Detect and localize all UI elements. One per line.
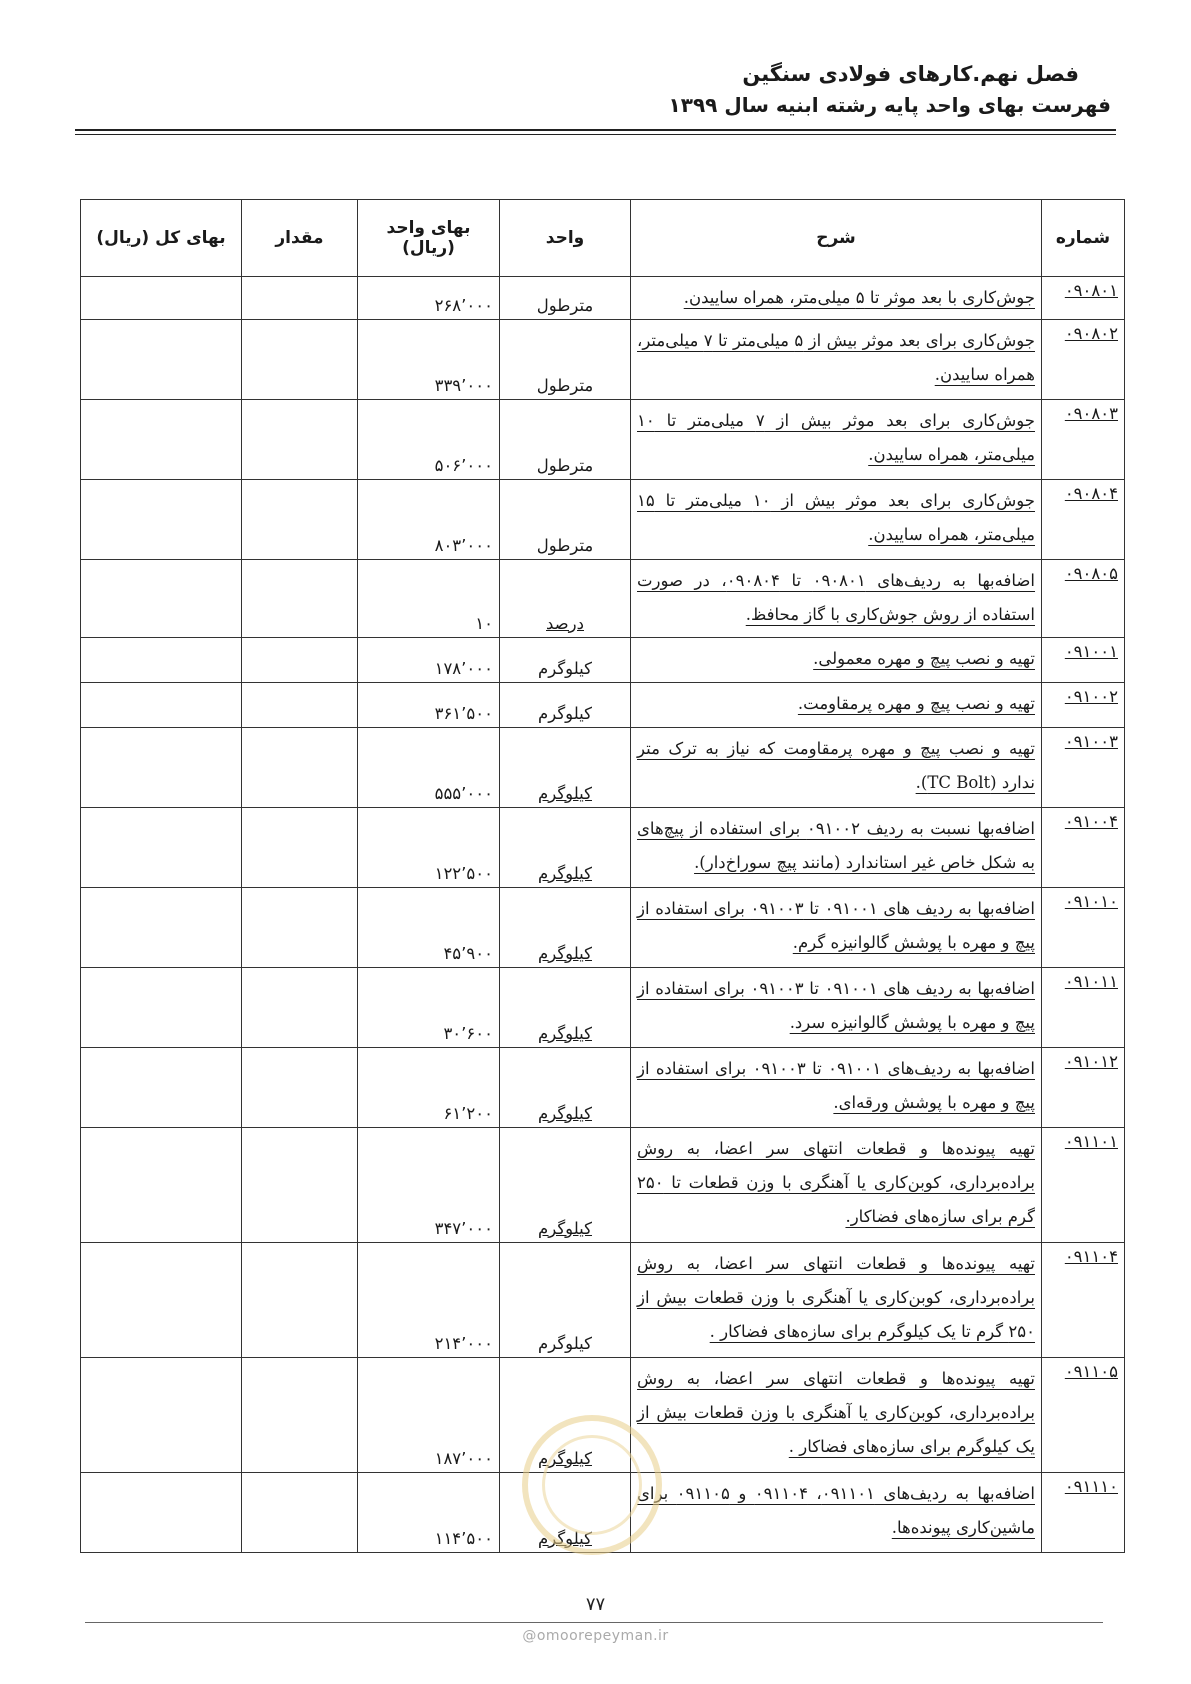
table-header-row [81,200,1125,277]
row-unit: کیلوگرم [500,1243,631,1358]
row-unit-price: ۱۱۴٬۵۰۰ [358,1473,500,1553]
row-unit: کیلوگرم [500,1128,631,1243]
row-quantity [242,1473,358,1553]
table-row [81,888,1125,968]
row-description: جوش‌کاری برای بعد موثر بیش از ۱۰ میلی‌متر تا ۱۵ میلی‌متر، همراه ساییدن. [631,480,1042,560]
header-rule-thin [75,134,1116,135]
table-row [81,480,1125,560]
row-unit-price: ۱۷۸٬۰۰۰ [358,638,500,683]
table-row [81,638,1125,683]
row-unit-price: ۳۶۱٬۵۰۰ [358,683,500,728]
row-total [81,968,242,1048]
row-unit-price: ۱۰ [358,560,500,638]
row-description: تهیه پیونده‌ها و قطعات انتهای سر اعضا، به روش براده‌برداری، کوبن‌کاری یا آهنگری با وزن قطعات بیش از یک کیلوگرم برای سازه‌های فضاکار . [631,1358,1042,1473]
table-row [81,808,1125,888]
row-unit: درصد [500,560,631,638]
chapter-title: فصل نهم.کارهای فولادی سنگین [742,62,1079,86]
row-quantity [242,560,358,638]
header-quantity: مقدار [242,200,358,277]
row-number: ۰۹۱۱۰۵ [1042,1358,1125,1473]
row-total [81,400,242,480]
row-number: ۰۹۱۰۰۳ [1042,728,1125,808]
row-total [81,1048,242,1128]
watermark-seal-icon [522,1415,662,1555]
row-total [81,1473,242,1553]
table-row [81,1048,1125,1128]
row-number: ۰۹۱۰۱۱ [1042,968,1125,1048]
row-number: ۰۹۰۸۰۳ [1042,400,1125,480]
row-quantity [242,1358,358,1473]
table-row [81,968,1125,1048]
row-number: ۰۹۱۱۱۰ [1042,1473,1125,1553]
row-unit: مترطول [500,480,631,560]
row-quantity [242,638,358,683]
row-quantity [242,888,358,968]
row-number: ۰۹۱۱۰۴ [1042,1243,1125,1358]
row-description: اضافه‌بها به ردیف های ۰۹۱۰۰۱ تا ۰۹۱۰۰۳ برای استفاده از پیچ و مهره با پوشش گالوانیزه گرم. [631,888,1042,968]
row-unit-price: ۱۲۲٬۵۰۰ [358,808,500,888]
header-number: شماره [1042,200,1125,277]
price-list-title: فهرست بهای واحد پایه رشته ابنیه سال ۱۳۹۹ [668,93,1111,117]
row-unit-price: ۵۰۶٬۰۰۰ [358,400,500,480]
header-unit-price [358,200,500,277]
row-total [81,1243,242,1358]
row-unit: کیلوگرم [500,638,631,683]
header-rule-thick [75,129,1116,131]
row-unit-price: ۴۵٬۹۰۰ [358,888,500,968]
row-quantity [242,808,358,888]
site-watermark: @omoorepeyman.ir [522,1628,669,1644]
row-unit-price: ۳۴۷٬۰۰۰ [358,1128,500,1243]
table-row [81,560,1125,638]
row-description: اضافه‌بها به ردیف های ۰۹۱۰۰۱ تا ۰۹۱۰۰۳ برای استفاده از پیچ و مهره با پوشش گالوانیزه سرد. [631,968,1042,1048]
row-quantity [242,1243,358,1358]
table-row [81,320,1125,400]
row-unit: کیلوگرم [500,728,631,808]
page-header [669,58,1111,120]
row-total [81,277,242,320]
row-total [81,638,242,683]
header-total: بهای کل (ریال) [81,200,242,277]
header-description: شرح [631,200,1042,277]
row-quantity [242,1128,358,1243]
row-unit: کیلوگرم [500,1473,631,1553]
row-total [81,1358,242,1473]
row-quantity [242,277,358,320]
row-total [81,320,242,400]
row-number: ۰۹۱۰۰۴ [1042,808,1125,888]
row-quantity [242,1048,358,1128]
row-description: اضافه‌بها نسبت به ردیف ۰۹۱۰۰۲ برای استفاده از پیچ‌های به شکل خاص غیر استاندارد (مانند پیچ سوراخ‌دار). [631,808,1042,888]
table-row [81,400,1125,480]
price-table [80,199,1125,1553]
row-description: اضافه‌بها به ردیف‌های ۰۹۱۱۰۱، ۰۹۱۱۰۴ و ۰۹۱۱۰۵ برای ماشین‌کاری پیونده‌ها. [631,1473,1042,1553]
header-unit: واحد [500,200,631,277]
row-quantity [242,728,358,808]
header-unit-price-line2: (ریال) [402,238,455,258]
row-quantity [242,968,358,1048]
row-number: ۰۹۰۸۰۱ [1042,277,1125,320]
row-number: ۰۹۰۸۰۲ [1042,320,1125,400]
row-number: ۰۹۱۰۱۲ [1042,1048,1125,1128]
row-number: ۰۹۰۸۰۵ [1042,560,1125,638]
row-unit-price: ۸۰۳٬۰۰۰ [358,480,500,560]
row-unit-price: ۳۰٬۶۰۰ [358,968,500,1048]
row-description: تهیه پیونده‌ها و قطعات انتهای سر اعضا، به روش براده‌برداری، کوبن‌کاری یا آهنگری با وزن قطعات بیش از ۲۵۰ گرم تا یک کیلوگرم برای سازه‌های فضاکار . [631,1243,1042,1358]
row-unit: کیلوگرم [500,683,631,728]
row-unit: مترطول [500,277,631,320]
row-unit-price: ۲۱۴٬۰۰۰ [358,1243,500,1358]
row-unit: کیلوگرم [500,1358,631,1473]
row-total [81,888,242,968]
row-description: جوش‌کاری برای بعد موثر بیش از ۷ میلی‌متر تا ۱۰ میلی‌متر، همراه ساییدن. [631,400,1042,480]
row-unit-price: ۶۱٬۲۰۰ [358,1048,500,1128]
row-unit: کیلوگرم [500,888,631,968]
row-unit: کیلوگرم [500,968,631,1048]
row-number: ۰۹۱۰۰۱ [1042,638,1125,683]
row-description: تهیه و نصب پیچ و مهره پرمقاومت. [631,683,1042,728]
page-number: ۷۷ [585,1594,606,1615]
row-unit-price: ۱۸۷٬۰۰۰ [358,1358,500,1473]
row-quantity [242,400,358,480]
row-unit-price: ۳۳۹٬۰۰۰ [358,320,500,400]
row-unit-price: ۵۵۵٬۰۰۰ [358,728,500,808]
row-total [81,728,242,808]
row-quantity [242,320,358,400]
table-row [81,277,1125,320]
row-number: ۰۹۱۰۱۰ [1042,888,1125,968]
row-total [81,480,242,560]
row-total [81,1128,242,1243]
header-unit-price-line1: بهای واحد [386,218,471,238]
row-unit: کیلوگرم [500,808,631,888]
table-row [81,1243,1125,1358]
row-unit: مترطول [500,320,631,400]
table-row [81,1128,1125,1243]
row-description: تهیه پیونده‌ها و قطعات انتهای سر اعضا، به روش براده‌برداری، کوبن‌کاری یا آهنگری با وزن قطعات تا ۲۵۰ گرم برای سازه‌های فضاکار. [631,1128,1042,1243]
row-total [81,560,242,638]
row-description: اضافه‌بها به ردیف‌های ۰۹۰۸۰۱ تا ۰۹۰۸۰۴، در صورت استفاده از روش جوش‌کاری با گاز محافظ. [631,560,1042,638]
row-total [81,683,242,728]
table-row [81,683,1125,728]
row-number: ۰۹۱۱۰۱ [1042,1128,1125,1243]
row-quantity [242,683,358,728]
row-description: تهیه و نصب پیچ و مهره پرمقاومت که نیاز به ترک متر ندارد (TC Bolt). [631,728,1042,808]
table-row [81,728,1125,808]
row-description: اضافه‌بها به ردیف‌های ۰۹۱۰۰۱ تا ۰۹۱۰۰۳ برای استفاده از پیچ و مهره با پوشش ورقه‌ای. [631,1048,1042,1128]
row-number: ۰۹۱۰۰۲ [1042,683,1125,728]
row-unit: مترطول [500,400,631,480]
row-unit: کیلوگرم [500,1048,631,1128]
footer-rule [85,1622,1103,1623]
row-unit-price: ۲۶۸٬۰۰۰ [358,277,500,320]
row-total [81,808,242,888]
row-number: ۰۹۰۸۰۴ [1042,480,1125,560]
row-description: جوش‌کاری برای بعد موثر بیش از ۵ میلی‌متر تا ۷ میلی‌متر، همراه ساییدن. [631,320,1042,400]
row-description: جوش‌کاری با بعد موثر تا ۵ میلی‌متر، همراه ساییدن. [631,277,1042,320]
row-description: تهیه و نصب پیچ و مهره معمولی. [631,638,1042,683]
row-quantity [242,480,358,560]
